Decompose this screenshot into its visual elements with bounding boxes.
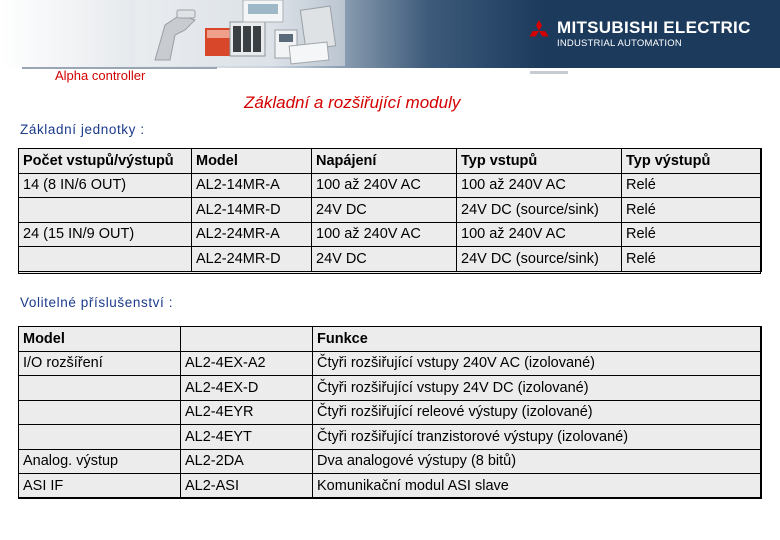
table-cell: Analog. výstup xyxy=(19,449,181,474)
table-cell: AL2-14MR-D xyxy=(192,198,312,223)
table-cell: 14 (8 IN/6 OUT) xyxy=(19,173,192,198)
brand-subtitle: INDUSTRIAL AUTOMATION xyxy=(557,38,682,49)
table-row xyxy=(19,222,762,247)
header-divider-right xyxy=(530,71,568,74)
table-cell xyxy=(19,247,192,272)
table-cell: Čtyři rozšiřující vstupy 24V DC (izolované) xyxy=(313,376,762,401)
table-cell: AL2-24MR-D xyxy=(192,247,312,272)
product-photo xyxy=(135,0,345,66)
table-cell: Čtyři rozšiřující tranzistorové výstupy (izolované) xyxy=(313,425,762,450)
table-row xyxy=(19,449,762,474)
table-cell: Čtyři rozšiřující vstupy 240V AC (izolované) xyxy=(313,351,762,376)
table-cell: 100 až 240V AC xyxy=(457,173,622,198)
column-header: Typ vstupů xyxy=(457,149,622,174)
table-cell xyxy=(19,400,181,425)
table-row xyxy=(19,474,762,499)
table-cell: Relé xyxy=(622,173,762,198)
table-row xyxy=(19,351,762,376)
table-cell: AL2-4EYT xyxy=(181,425,313,450)
basic-units-table xyxy=(18,148,762,272)
table-cell: AL2-2DA xyxy=(181,449,313,474)
column-header xyxy=(181,327,313,352)
table-row xyxy=(19,425,762,450)
table-cell: Relé xyxy=(622,222,762,247)
table-cell: 24V DC xyxy=(312,198,457,223)
table-cell: Relé xyxy=(622,198,762,223)
table-cell: AL2-4EX-D xyxy=(181,376,313,401)
accessories-table xyxy=(18,326,762,499)
table-cell: Komunikační modul ASI slave xyxy=(313,474,762,499)
table-row xyxy=(19,247,762,272)
mitsubishi-logo-icon xyxy=(527,20,551,42)
table-row xyxy=(19,198,762,223)
table-cell: 24 (15 IN/9 OUT) xyxy=(19,222,192,247)
app-title: Alpha controller xyxy=(55,68,146,83)
column-header: Počet vstupů/výstupů xyxy=(19,149,192,174)
table-header-row xyxy=(19,149,762,174)
table-cell: I/O rozšíření xyxy=(19,351,181,376)
basic-units-label: Základní jednotky : xyxy=(20,122,145,137)
table-cell: AL2-ASI xyxy=(181,474,313,499)
table-cell: AL2-14MR-A xyxy=(192,173,312,198)
header-banner xyxy=(0,0,780,68)
table-cell: 100 až 240V AC xyxy=(312,222,457,247)
table-cell: Čtyři rozšiřující releové výstupy (izolované) xyxy=(313,400,762,425)
page-title: Základní a rozšiřující moduly xyxy=(244,93,461,112)
table-cell: AL2-4EX-A2 xyxy=(181,351,313,376)
table-cell: AL2-4EYR xyxy=(181,400,313,425)
column-header: Model xyxy=(192,149,312,174)
table-cell: AL2-24MR-A xyxy=(192,222,312,247)
table-cell: 24V DC (source/sink) xyxy=(457,198,622,223)
table-cell: 100 až 240V AC xyxy=(312,173,457,198)
table-cell xyxy=(19,376,181,401)
table-cell: 24V DC xyxy=(312,247,457,272)
column-header: Model xyxy=(19,327,181,352)
brand-block xyxy=(527,18,777,54)
table-cell: ASI IF xyxy=(19,474,181,499)
column-header: Funkce xyxy=(313,327,762,352)
table-cell: Dva analogové výstupy (8 bitů) xyxy=(313,449,762,474)
table-cell: 100 až 240V AC xyxy=(457,222,622,247)
table-cell: 24V DC (source/sink) xyxy=(457,247,622,272)
table-cell xyxy=(19,425,181,450)
table-cell xyxy=(19,198,192,223)
table-row xyxy=(19,173,762,198)
table-cell: Relé xyxy=(622,247,762,272)
table-header-row xyxy=(19,327,762,352)
table-row xyxy=(19,376,762,401)
column-header: Napájení xyxy=(312,149,457,174)
brand-name: MITSUBISHI ELECTRIC xyxy=(557,18,751,37)
table-row xyxy=(19,400,762,425)
column-header: Typ výstupů xyxy=(622,149,762,174)
accessories-label: Volitelné příslušenství : xyxy=(20,295,174,310)
